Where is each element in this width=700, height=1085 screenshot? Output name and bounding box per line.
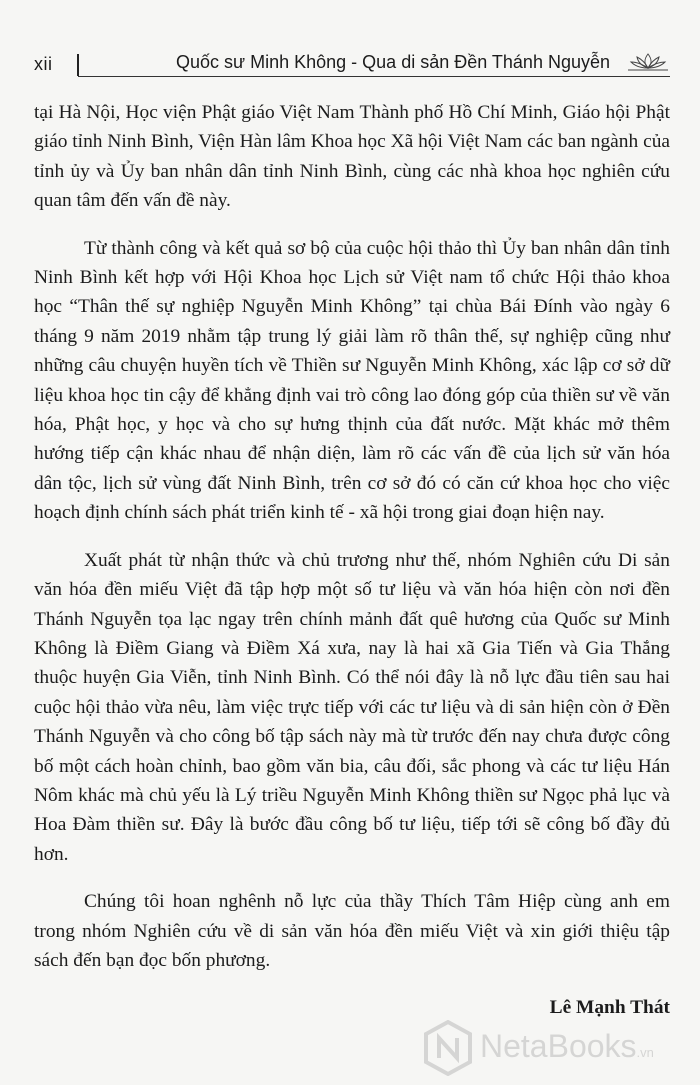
paragraph: Chúng tôi hoan nghênh nỗ lực của thầy Thích Tâm Hiệp cùng anh em trong nhóm Nghiên cứu về di sản văn hóa đền miếu Việt và xin giới thiệu tập sách đến bạn đọc bốn phương. — [34, 891, 670, 971]
paragraph: tại Hà Nội, Học viện Phật giáo Việt Nam Thành phố Hồ Chí Minh, Giáo hội Phật giáo tỉnh Ninh Bình, Viện Hàn lâm Khoa học Xã hội Việt Nam các ban ngành của tỉnh ủy và Ủy ban nhân dân tỉnh Ninh Bình, cùng các nhà khoa học nghiên cứu quan tâm đến vấn đề này. — [34, 102, 670, 212]
lotus-icon — [626, 52, 670, 72]
page-header — [34, 44, 670, 78]
body-text — [34, 98, 670, 1041]
paragraph: Từ thành công và kết quả sơ bộ của cuộc hội thảo thì Ủy ban nhân dân tỉnh Ninh Bình kết hợp với Hội Khoa học Lịch sử Việt nam tổ chức Hội thảo khoa học “Thân thế sự nghiệp Nguyễn Minh Không” tại chùa Bái Đính vào ngày 6 tháng 9 năm 2019 nhằm tập trung lý giải làm rõ thân thế, sự nghiệp cũng như những câu chuyện huyền tích về Thiền sư Nguyễn Minh Không, xác lập cơ sở dữ liệu khoa học tin cậy để khẳng định vai trò công lao đóng góp của thiền sư về văn hóa, Phật học, y học và cho sự hưng thịnh của đất nước. Mặt khác mở thêm hướng tiếp cận khác nhau để nhận diện, làm rõ các vấn đề của lịch sử văn hóa dân tộc, lịch sử vùng đất Ninh Bình, trên cơ sở đó có căn cứ khoa học cho việc hoạch định chính sách phát triển kinh tế - xã hội trong giai đoạn hiện nay. — [34, 237, 670, 524]
watermark-text: NetaBooks.vn — [480, 1028, 654, 1064]
watermark — [422, 1018, 692, 1078]
paragraph: Xuất phát từ nhận thức và chủ trương như thế, nhóm Nghiên cứu Di sản văn hóa đền miếu Việt đã tập hợp một số tư liệu và văn hóa hiện còn nơi đền Thánh Nguyễn tọa lạc ngay trên chính mảnh đất quê hương của Quốc sư Minh Không là Điềm Giang và Điềm Xá xưa, nay là hai xã Gia Tiến và Gia Thắng thuộc huyện Gia Viễn, tỉnh Ninh Bình. Có thể nói đây là nỗ lực đầu tiên sau hai cuộc hội thảo vừa nêu, làm việc trực tiếp với các tư liệu và di sản hiện còn ở Đền Thánh Nguyễn và cho công bố tập sách này mà từ trước đến nay chưa được công bố một cách hoàn chỉnh, bao gồm văn bia, câu đối, sắc phong và các tư liệu Hán Nôm khác mà chủ yếu là Lý triều Nguyễn Minh Không thiền sư Ngọc phả lục và Hoa Đàm thiền sư. Đây là bước đầu công bố tư liệu, tiếp tới sẽ công bố đầy đủ hơn. — [34, 549, 670, 865]
header-divider — [77, 54, 79, 76]
page-number: xii — [34, 54, 53, 74]
header-rule — [78, 76, 670, 77]
netabooks-logo-icon — [422, 1020, 474, 1076]
running-title: Quốc sư Minh Không - Qua di sản Đền Thánh Nguyễn — [176, 52, 610, 72]
author-signature: Lê Mạnh Thát — [549, 997, 670, 1019]
